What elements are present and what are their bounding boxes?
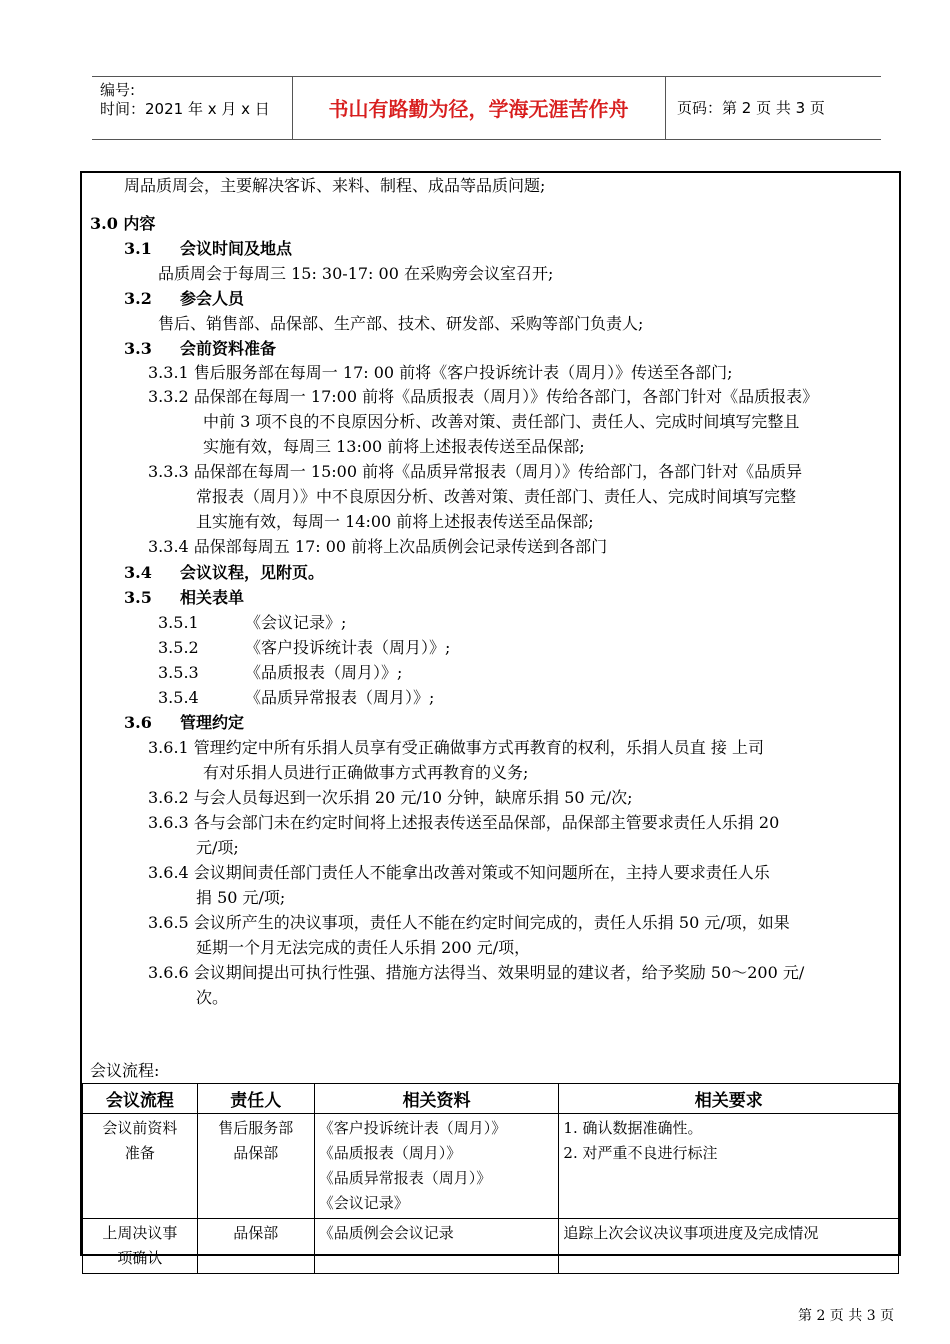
section-3-0-heading: 3.0 内容 bbox=[90, 214, 156, 233]
column-header: 责任人 bbox=[197, 1084, 314, 1114]
cell-line: 《品质例会会议记录 bbox=[318, 1224, 454, 1242]
section-3-1-number: 3.1 bbox=[124, 239, 152, 258]
section-3-2-title: 参会人员 bbox=[180, 289, 245, 308]
cell-line: 《品质异常报表（周月）》 bbox=[318, 1169, 492, 1187]
section-3-6-number: 3.6 bbox=[124, 713, 152, 732]
form-name: 《客户投诉统计表（周月）》; bbox=[245, 638, 451, 657]
table-header-row bbox=[83, 1084, 899, 1114]
cell-line: 1. 确认数据准确性。 bbox=[563, 1119, 703, 1137]
item-3-6-6-line2: 次。 bbox=[196, 988, 229, 1007]
form-name: 《会议记录》; bbox=[245, 613, 347, 632]
section-3-6-title: 管理约定 bbox=[180, 713, 245, 732]
flow-step-cell bbox=[83, 1114, 198, 1219]
item-3-6-3-line1: 3.6.3 各与会部门未在约定时间将上述报表传送至品保部，品保部主管要求责任人乐捐 20 bbox=[148, 813, 780, 832]
cell-line: 2. 对严重不良进行标注 bbox=[563, 1144, 718, 1162]
cell-line: 会议前资料 bbox=[102, 1119, 178, 1137]
owner-cell bbox=[197, 1219, 314, 1274]
section-3-3-number: 3.3 bbox=[124, 339, 152, 358]
item-3-3-3-line1: 3.3.3 品保部在每周一 15:00 前将《品质异常报表（周月）》传给部门，各部门针对《品质异 bbox=[148, 462, 803, 481]
item-3-3-3-line3: 且实施有效，每周一 14:00 前将上述报表传送至品保部; bbox=[196, 512, 594, 531]
item-3-6-1-line2: 有对乐捐人员进行正确做事方式再教育的义务; bbox=[203, 763, 529, 782]
item-3-3-4: 3.3.4 品保部每周五 17: 00 前将上次品质例会记录传送到各部门 bbox=[148, 537, 608, 556]
requirements-cell bbox=[559, 1114, 899, 1219]
flow-label: 会议流程: bbox=[90, 1061, 160, 1080]
section-3-5-number: 3.5 bbox=[124, 588, 152, 607]
cell-line: 品保部 bbox=[233, 1224, 279, 1242]
form-number: 3.5.1 bbox=[158, 613, 199, 632]
cell-line: 上周决议事 bbox=[102, 1224, 178, 1242]
header-page-info: 页码：第 2 页 共 3 页 bbox=[677, 99, 825, 117]
docs-cell bbox=[314, 1219, 559, 1274]
item-3-6-2: 3.6.2 与会人员每迟到一次乐捐 20 元/10 分钟，缺席乐捐 50 元/次; bbox=[148, 788, 633, 807]
requirements-cell bbox=[559, 1219, 899, 1274]
footer-page-number: 第 2 页 共 3 页 bbox=[798, 1308, 895, 1324]
item-3-6-5-line2: 延期一个月无法完成的责任人乐捐 200 元/项， bbox=[196, 938, 531, 957]
item-3-6-5-line1: 3.6.5 会议所产生的决议事项，责任人不能在约定时间完成的，责任人乐捐 50 元/项，如果 bbox=[148, 913, 790, 932]
item-3-6-4-line1: 3.6.4 会议期间责任部门责任人不能拿出改善对策或不知问题所在，主持人要求责任人乐 bbox=[148, 863, 770, 882]
column-header: 相关资料 bbox=[314, 1084, 559, 1114]
form-name: 《品质报表（周月）》; bbox=[245, 663, 403, 682]
column-header: 相关要求 bbox=[559, 1084, 899, 1114]
owner-cell bbox=[197, 1114, 314, 1219]
form-number: 3.5.2 bbox=[158, 638, 199, 657]
header-divider bbox=[665, 77, 666, 139]
item-3-6-1-line1: 3.6.1 管理约定中所有乐捐人员享有受正确做事方式再教育的权利，乐捐人员直 接 上司 bbox=[148, 738, 764, 757]
header-motto: 书山有路勤为径，学海无涯苦作舟 bbox=[328, 97, 629, 121]
section-3-1-text: 品质周会于每周三 15: 30-17: 00 在采购旁会议室召开; bbox=[158, 264, 554, 283]
header-meta bbox=[100, 81, 290, 119]
column-header: 会议流程 bbox=[83, 1084, 198, 1114]
cell-line: 品保部 bbox=[233, 1144, 279, 1162]
item-3-3-2-line3: 实施有效，每周三 13:00 前将上述报表传送至品保部; bbox=[203, 437, 585, 456]
item-3-6-3-line2: 元/项; bbox=[196, 838, 239, 857]
section-3-4-title: 会议议程，见附页。 bbox=[180, 563, 325, 582]
flow-step-cell bbox=[83, 1219, 198, 1274]
form-number: 3.5.3 bbox=[158, 663, 199, 682]
item-3-3-2-line1: 3.3.2 品保部在每周一 17:00 前将《品质报表（周月）》传给各部门，各部门针对《品质报表》 bbox=[148, 387, 819, 406]
cell-line: 《会议记录》 bbox=[318, 1194, 409, 1212]
section-3-1-title: 会议时间及地点 bbox=[180, 239, 293, 258]
docs-cell bbox=[314, 1114, 559, 1219]
cell-line: 售后服务部 bbox=[218, 1119, 294, 1137]
section-3-5-title: 相关表单 bbox=[180, 588, 245, 607]
intro-text: 周品质周会，主要解决客诉、来料、制程、成品等品质问题; bbox=[124, 176, 546, 195]
cell-line: 《客户投诉统计表（周月）》 bbox=[318, 1119, 507, 1137]
cell-line: 《品质报表（周月）》 bbox=[318, 1144, 462, 1162]
cell-line: 准备 bbox=[124, 1144, 155, 1162]
section-3-4-number: 3.4 bbox=[124, 563, 152, 582]
item-3-3-3-line2: 常报表（周月）》中不良原因分析、改善对策、责任部门、责任人、完成时间填写完整 bbox=[196, 487, 797, 506]
section-3-2-number: 3.2 bbox=[124, 289, 152, 308]
item-3-6-4-line2: 捐 50 元/项; bbox=[196, 888, 286, 907]
cell-line: 追踪上次会议决议事项进度及完成情况 bbox=[563, 1224, 819, 1242]
item-3-6-6-line1: 3.6.6 会议期间提出可执行性强、措施方法得当、效果明显的建议者，给予奖励 50～200 元/ bbox=[148, 963, 805, 982]
table-row bbox=[83, 1219, 899, 1274]
form-number: 3.5.4 bbox=[158, 688, 199, 707]
item-3-3-2-line2: 中前 3 项不良的不良原因分析、改善对策、责任部门、责任人、完成时间填写完整且 bbox=[203, 412, 800, 431]
form-name: 《品质异常报表（周月）》; bbox=[245, 688, 435, 707]
table-row bbox=[83, 1114, 899, 1219]
section-3-3-title: 会前资料准备 bbox=[180, 339, 277, 358]
meeting-flow-table bbox=[82, 1083, 899, 1274]
section-3-2-text: 售后、销售部、品保部、生产部、技术、研发部、采购等部门负责人; bbox=[158, 314, 644, 333]
page-header bbox=[92, 76, 881, 140]
code-label: 编号: bbox=[100, 81, 136, 99]
time-label: 时间：2021 年 x 月 x 日 bbox=[100, 100, 270, 118]
cell-line: 项确认 bbox=[117, 1249, 163, 1267]
item-3-3-1: 3.3.1 售后服务部在每周一 17: 00 前将《客户投诉统计表（周月）》传送至各部门; bbox=[148, 363, 733, 382]
